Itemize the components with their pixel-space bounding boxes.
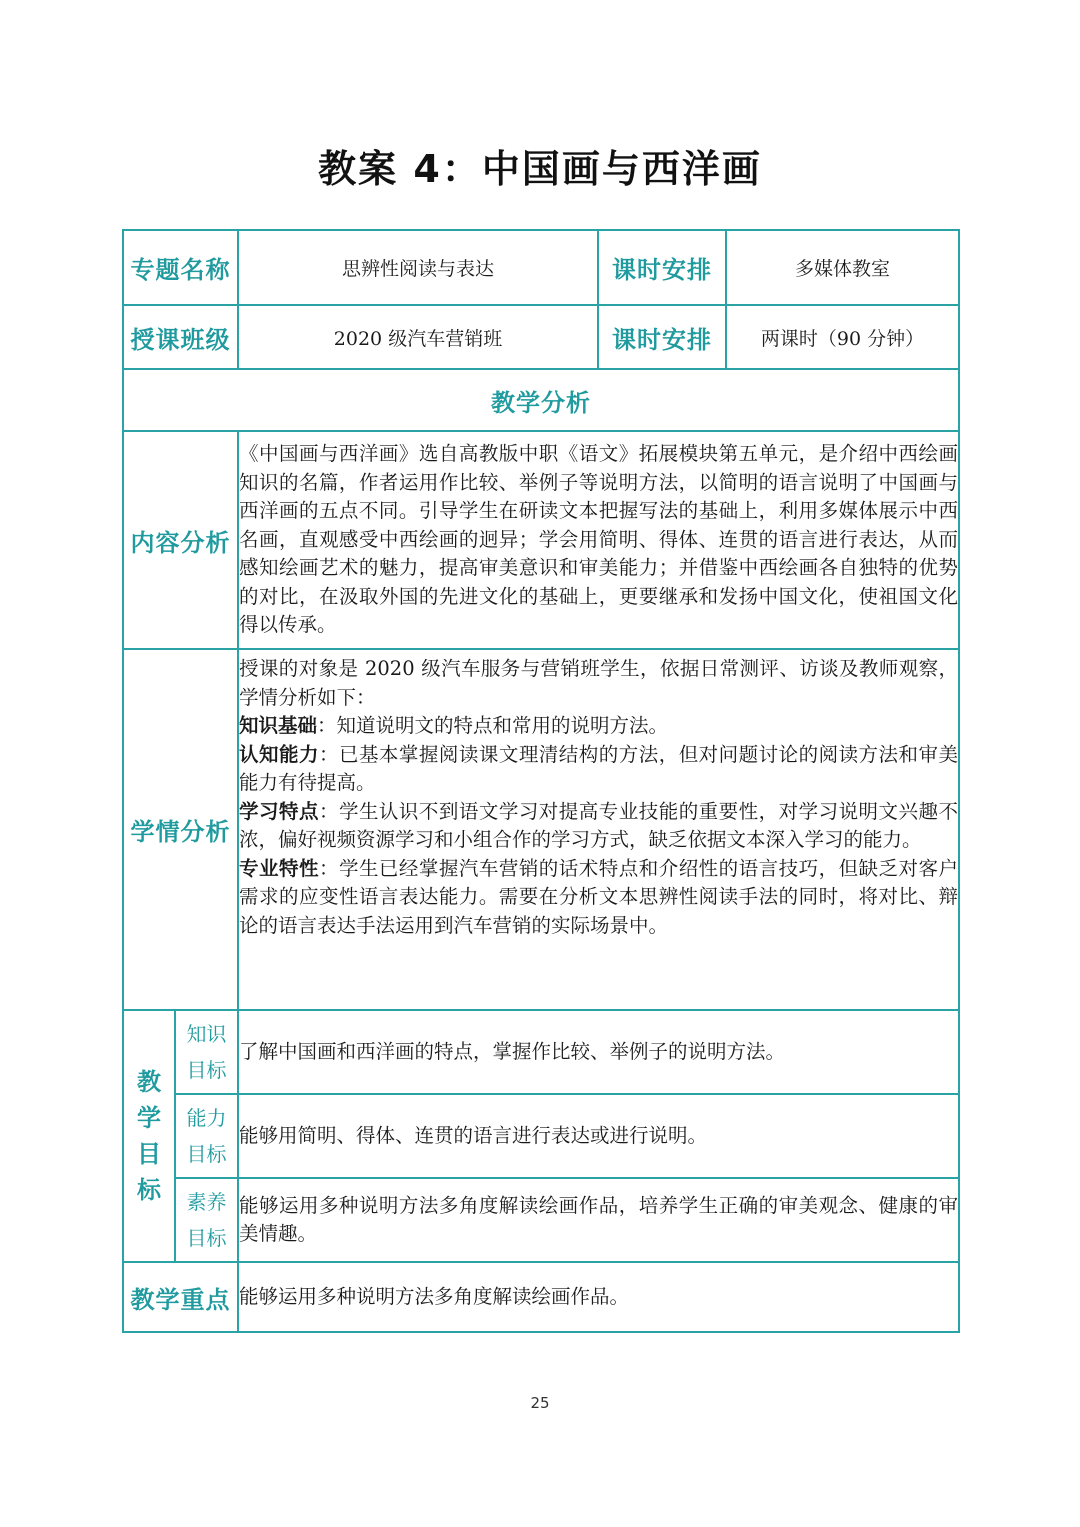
duration-value: 两课时（90 分钟） xyxy=(726,305,959,369)
class-row xyxy=(123,305,959,369)
goal-knowledge-text: 了解中国画和西洋画的特点，掌握作比较、举例子的说明方法。 xyxy=(238,1010,959,1094)
classroom-value: 多媒体教室 xyxy=(726,230,959,305)
class-value: 2020 级汽车营销班 xyxy=(238,305,598,369)
analysis-header-row xyxy=(123,369,959,431)
key-point-label: 教学重点 xyxy=(123,1262,238,1332)
schedule-label-2: 课时安排 xyxy=(598,305,726,369)
goal-row-literacy xyxy=(123,1178,959,1262)
content-analysis-label: 内容分析 xyxy=(123,431,238,649)
page-number: 25 xyxy=(530,1394,550,1412)
topic-label: 专题名称 xyxy=(123,230,238,305)
student-analysis-text xyxy=(238,649,959,1010)
goal-knowledge-label: 知识 目标 xyxy=(175,1010,238,1094)
student-analysis-item: 专业特性：学生已经掌握汽车营销的话术特点和介绍性的语言技巧，但缺乏对客户需求的应变性语言表达能力。需要在分析文本思辨性阅读手法的同时，将对比、辩论的语言表达手法运用到汽车营销的实际场景中。 xyxy=(239,856,958,937)
goal-ability-label: 能力 目标 xyxy=(175,1094,238,1178)
goal-literacy-text: 能够运用多种说明方法多角度解读绘画作品，培养学生正确的审美观念、健康的审美情趣。 xyxy=(238,1178,959,1262)
key-point-text: 能够运用多种说明方法多角度解读绘画作品。 xyxy=(238,1262,959,1332)
goal-literacy-label: 素养 目标 xyxy=(175,1178,238,1262)
goal-row-knowledge xyxy=(123,1010,959,1094)
goals-label: 教 学 目 标 xyxy=(123,1010,175,1262)
page-title: 教案 4：中国画与西洋画 xyxy=(318,147,762,191)
student-analysis-label: 学情分析 xyxy=(123,649,238,1010)
content-analysis-text: 《中国画与西洋画》选自高教版中职《语文》拓展模块第五单元，是介绍中西绘画知识的名篇，作者运用作比较、举例子等说明方法，以简明的语言说明了中国画与西洋画的五点不同。引导学生在研读文本把握写法的基础上，利用多媒体展示中西名画，直观感受中西绘画的迥异；学会用简明、得体、连贯的语言进行表达，从而感知绘画艺术的魅力，提高审美意识和审美能力；并借鉴中西绘画各自独特的优势的对比，在汲取外国的先进文化的基础上，更要继承和发扬中国文化，使祖国文化得以传承。 xyxy=(238,431,959,649)
student-analysis-item: 认知能力：已基本掌握阅读课文理清结构的方法，但对问题讨论的阅读方法和审美能力有待提高。 xyxy=(239,742,958,794)
goal-row-ability xyxy=(123,1094,959,1178)
content-analysis-row xyxy=(123,431,959,649)
lesson-plan-table xyxy=(122,229,960,1333)
class-label: 授课班级 xyxy=(123,305,238,369)
section-title: 教学分析 xyxy=(123,369,959,431)
student-analysis-item: 学习特点：学生认识不到语文学习对提高专业技能的重要性，对学习说明文兴趣不浓，偏好视频资源学习和小组合作的学习方式，缺乏依据文本深入学习的能力。 xyxy=(239,799,958,851)
topic-value: 思辨性阅读与表达 xyxy=(238,230,598,305)
topic-row xyxy=(123,230,959,305)
key-point-row xyxy=(123,1262,959,1332)
goal-ability-text: 能够用简明、得体、连贯的语言进行表达或进行说明。 xyxy=(238,1094,959,1178)
student-analysis-row xyxy=(123,649,959,1010)
schedule-label-1: 课时安排 xyxy=(598,230,726,305)
student-analysis-item: 知识基础：知道说明文的特点和常用的说明方法。 xyxy=(239,714,669,737)
student-analysis-intro: 授课的对象是 2020 级汽车服务与营销班学生，依据日常测评、访谈及教师观察，学情分析如下： xyxy=(239,657,958,709)
